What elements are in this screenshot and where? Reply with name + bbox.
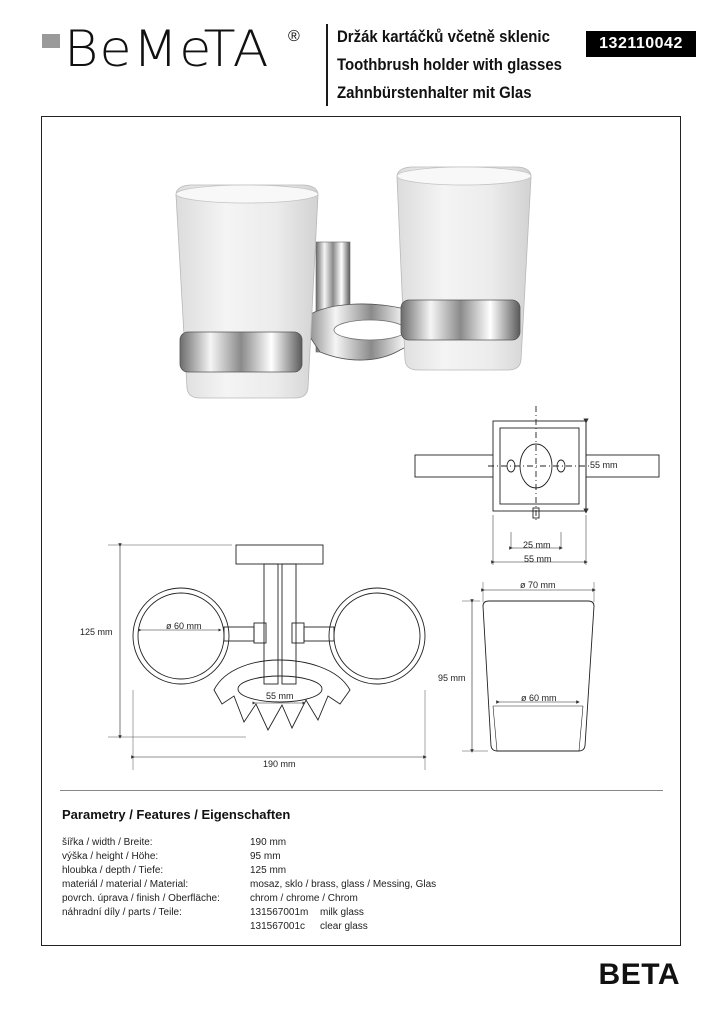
param-label-depth: hloubka / depth / Tiefe: <box>62 865 164 876</box>
param-label-parts: náhradní díly / parts / Teile: <box>62 907 182 918</box>
param-value-height: 95 mm <box>250 851 281 862</box>
title-en: Toothbrush holder with glasses <box>337 55 562 74</box>
holder-top-view <box>108 545 425 770</box>
glass-side-view <box>462 582 594 751</box>
param-label-width: šířka / width / Breite: <box>62 837 153 848</box>
part-item <box>250 906 364 920</box>
dim-glass-height: 95 mm <box>438 673 466 683</box>
dim-screw-spacing: 25 mm <box>523 540 551 550</box>
product-photo <box>176 167 531 398</box>
registered-mark: ® <box>288 28 300 45</box>
param-label-height: výška / height / Höhe: <box>62 851 159 862</box>
dim-plate-width: 55 mm <box>524 554 552 564</box>
dim-mount-side: 55 mm <box>590 460 618 470</box>
param-value-material: mosaz, sklo / brass, glass / Messing, Glas <box>250 879 437 890</box>
param-value-depth: 125 mm <box>250 865 287 876</box>
param-value-finish: chrom / chrome / Chrom <box>250 893 358 904</box>
part-name: milk glass <box>320 907 364 918</box>
dim-total-width: 190 mm <box>263 759 296 769</box>
part-item <box>250 920 368 934</box>
title-de: Zahnbürstenhalter mit Glas <box>337 83 532 102</box>
part-code: 131567001m <box>250 907 309 918</box>
part-code: 131567001c <box>250 921 306 932</box>
series-name: BETA <box>598 958 680 991</box>
param-value-width: 190 mm <box>250 837 287 848</box>
title-cz: Držák kartáčků včetně sklenic <box>337 27 550 46</box>
param-label-material: materiál / material / Material: <box>62 879 189 890</box>
param-label-finish: povrch. úprava / finish / Oberfläche: <box>62 893 220 904</box>
section-divider <box>60 790 663 791</box>
dim-tray-width: 55 mm <box>266 691 294 701</box>
dim-glass-top: ø 70 mm <box>520 580 556 590</box>
part-name: clear glass <box>320 921 368 932</box>
brand-logo: BeMeTA <box>64 20 270 78</box>
product-code: 132110042 <box>586 31 696 57</box>
parameters-heading: Parametry / Features / Eigenschaften <box>62 807 291 822</box>
dim-glass-bottom: ø 60 mm <box>521 693 557 703</box>
dim-depth: 125 mm <box>80 627 113 637</box>
dim-ring-diameter: ø 60 mm <box>166 621 202 631</box>
